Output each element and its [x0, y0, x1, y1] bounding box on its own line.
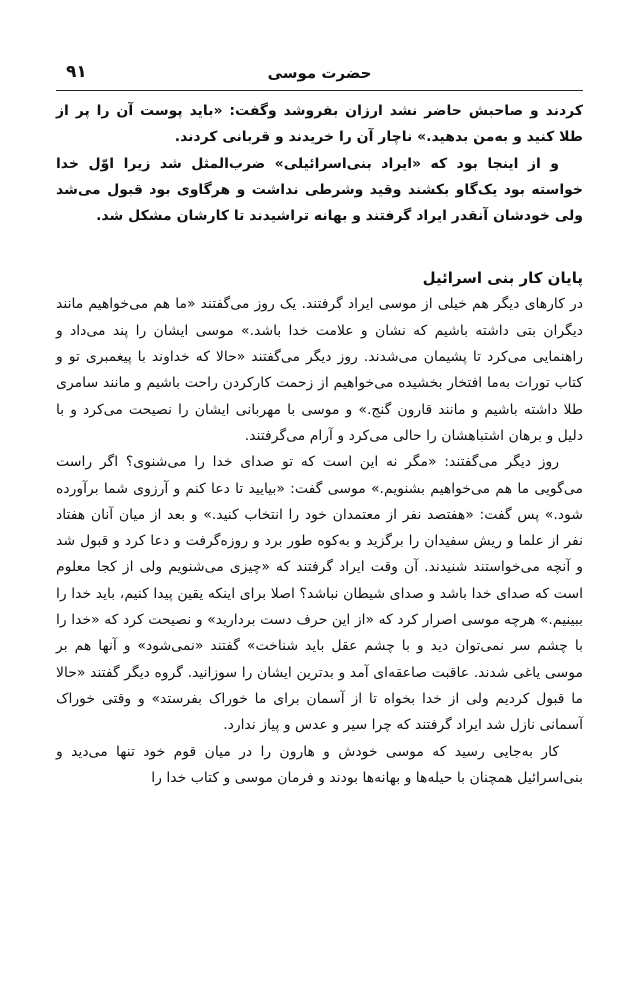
section-heading: پایان کار بنی اسرائیل — [422, 269, 583, 288]
header-rule — [56, 90, 583, 91]
section-paragraph-3: کار به‌جایی رسید که موسی خودش و هارون را در میان قوم خود تنها می‌دید و بنی‌اسرائیل همچنان با حیله‌ها و بهانه‌ها بودند و فرمان موسی و کتاب خدا را — [56, 743, 583, 786]
intro-paragraph-2: و از اینجا بود که «ایراد بنی‌اسرائیلی» ضرب‌المثل شد زیرا اوّل خدا خواسته بود یک‌گاو بکشند وقید وشرطی نداشت و هرگاوی بود قبول می‌شد ولی خودشان آنقدر ایراد گرفتند و بهانه تراشیدند تا کارشان مشکل شد. — [56, 155, 583, 225]
section-paragraph-1: در کارهای دیگر هم خیلی از موسی ایراد گرفتند. یک روز می‌گفتند «ما هم می‌خواهیم مانند دیگران بتی داشته باشیم که نشان و علامت خدا باشد.» موسی ایشان را پند می‌داد و راهنمایی می‌کرد تا پشیمان می‌شدند. روز دیگر می‌گفتند «حالا که خداوند با پیغمبری تو و کتاب تورات به‌ما افتخار بخشیده می‌خواهیم از زحمت کارکردن راحت باشیم و مانند سامری طلا داشته باشیم و مانند قارون گنج.» و موسی با مهربانی ایشان را نصیحت می‌کرد و با دلیل و برهان اشتباهشان را حالی می‌کرد و آرام می‌گرفتند. — [56, 296, 583, 444]
section-paragraph-2: روز دیگر می‌گفتند: «مگر نه این است که تو صدای خدا را می‌شنوی؟ اگر راست می‌گویی ما هم می‌خواهیم بشنویم.» موسی گفت: «بیایید تا دعا کنم و آرزوی شما برآورده شود.» پس گفت: «هفتصد نفر از معتمدان خود را انتخاب کنید.» و بعد از میان آنان هفتاد نفر از علما و ریش سفیدان را برگزید و به‌کوه طور برد و روزه‌گرفت و دعا کرد و قبول شد و آنچه می‌خواستند شنیدند. آن وقت ایراد گرفتند که «چیزی می‌شنویم ولی از کجا معلوم است که صدای خدا باشد و صدای شیطان نباشد؟ اصلا برای اینکه یقین پیدا کنیم، باید خدا را ببینیم.» هرچه موسی اصرار کرد که «از این حرف دست بردارید» و نصیحت کرد که «خدا را با چشم سر نمی‌توان دید و با چشم عقل باید شناخت» گفتند «نمی‌شود» و آنها هم بر موسی یاغی شدند. عاقبت صاعقه‌ای آمد و بدترین ایشان را سوزانید. گروه دیگر گفتند «حالا ما قبول کردیم ولی از خدا بخواه تا از آسمان برای ما خوراک بفرستد» و وقتی خوراک آسمانی نازل شد ایراد گرفتند که چرا سیر و عدس و پیاز ندارد. — [56, 454, 583, 734]
page-number: ۹۱ — [66, 62, 87, 82]
section-gap — [56, 229, 583, 265]
page-body — [56, 98, 583, 791]
intro-paragraph-1: کردند و صاحبش حاضر نشد ارزان بفروشد وگفت: «باید پوست آن را پر از طلا کنید و به‌من بدهید.» ناچار آن را خریدند و قربانی کردند. — [56, 103, 583, 146]
running-title: حضرت موسی — [267, 64, 372, 82]
page-header — [56, 62, 583, 88]
